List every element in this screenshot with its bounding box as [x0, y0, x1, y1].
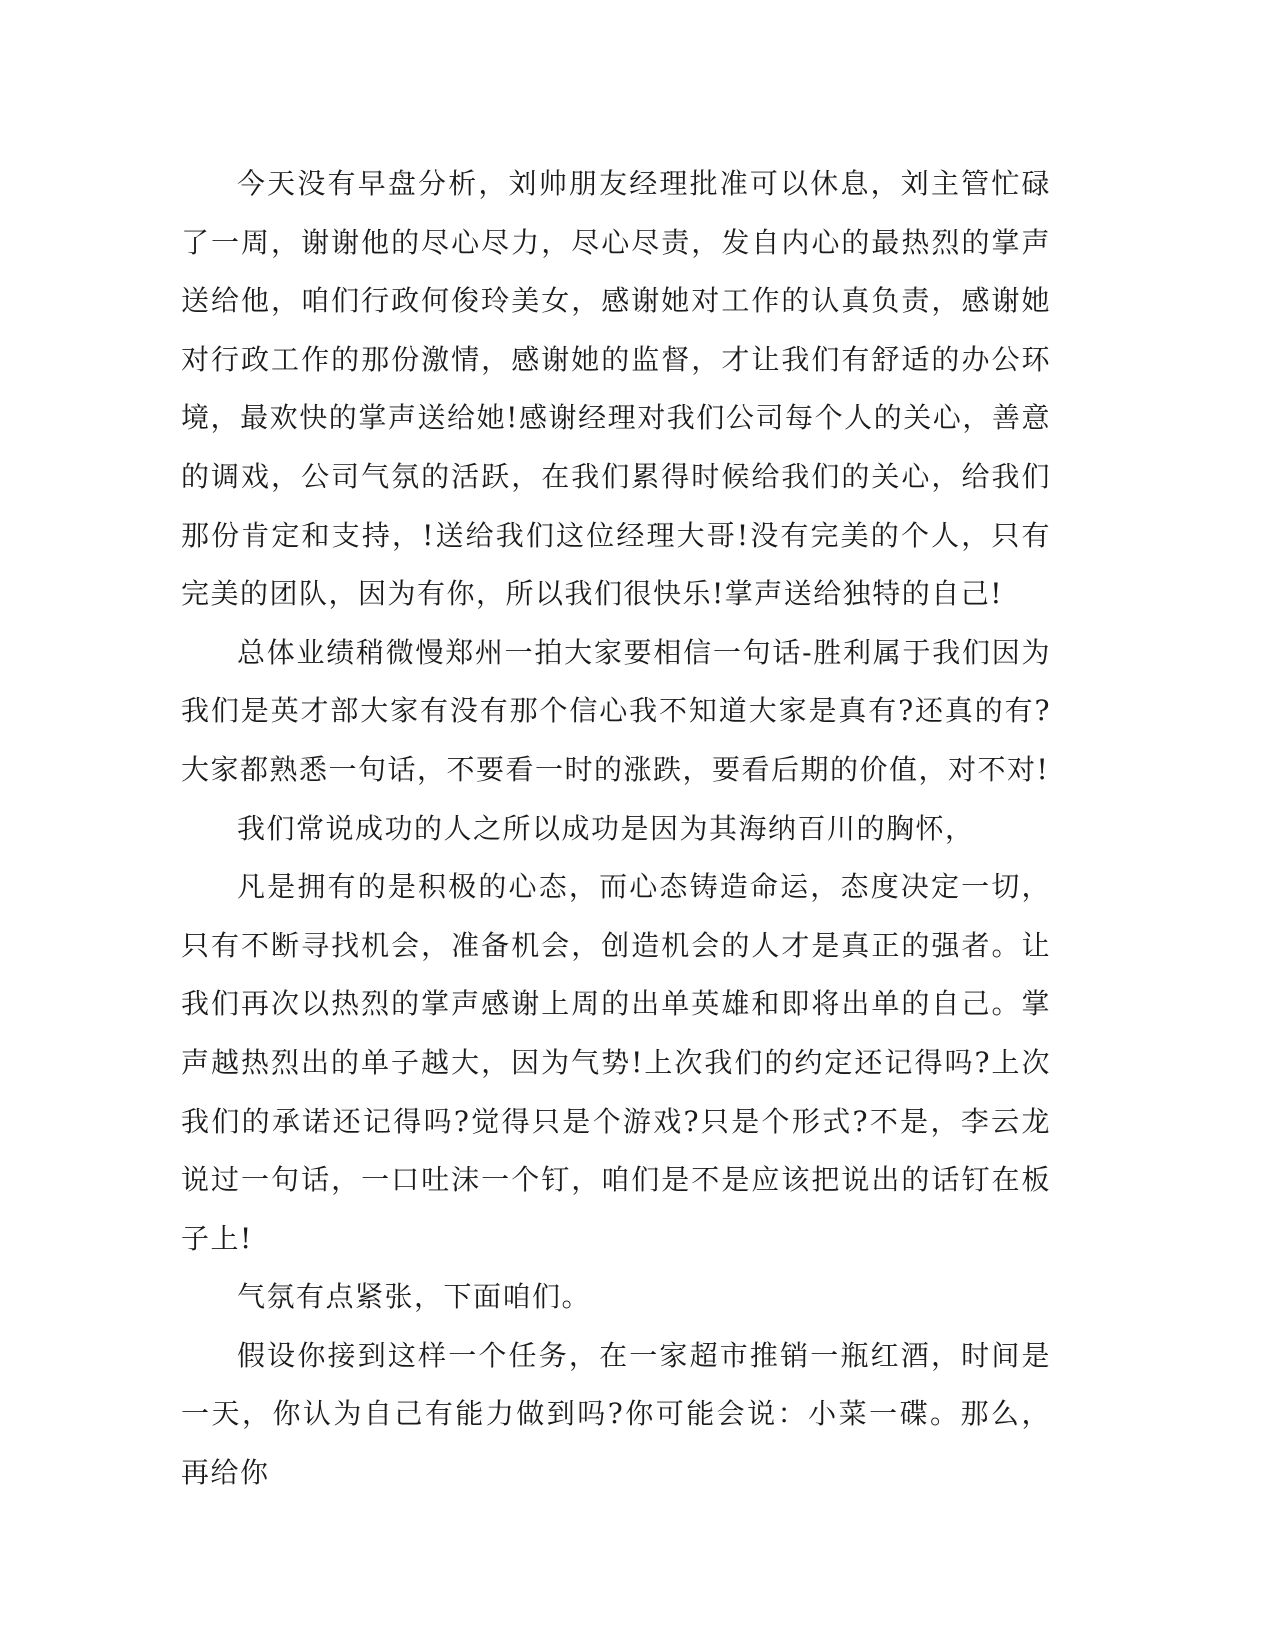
document-body [181, 155, 1051, 1503]
paragraph-1: 今天没有早盘分析，刘帅朋友经理批准可以休息，刘主管忙碌了一周，谢谢他的尽心尽力，尽心尽责，发自内心的最热烈的掌声送给他，咱们行政何俊玲美女，感谢她对工作的认真负责，感谢她对行政工作的那份激情，感谢她的监督，才让我们有舒适的办公环境，最欢快的掌声送给她!感谢经理对我们公司每个人的关心，善意的调戏，公司气氛的活跃，在我们累得时候给我们的关心，给我们那份肯定和支持，!送给我们这位经理大哥!没有完美的个人，只有完美的团队，因为有你，所以我们很快乐!掌声送给独特的自己! [181, 167, 1051, 611]
paragraph-3: 我们常说成功的人之所以成功是因为其海纳百川的胸怀， [237, 811, 975, 845]
paragraph-5: 气氛有点紧张，下面咱们。 [237, 1280, 592, 1314]
paragraph-4: 凡是拥有的是积极的心态，而心态铸造命运，态度决定一切，只有不断寻找机会，准备机会，创造机会的人才是真正的强者。让我们再次以热烈的掌声感谢上周的出单英雄和即将出单的自己。掌声越热烈出的单子越大，因为气势!上次我们的约定还记得吗?上次我们的承诺还记得吗?觉得只是个游戏?只是个形式?不是，李云龙说过一句话，一口吐沫一个钉，咱们是不是应该把说出的话钉在板子上! [181, 870, 1051, 1255]
paragraph-6: 假设你接到这样一个任务，在一家超市推销一瓶红酒，时间是一天，你认为自己有能力做到吗?你可能会说：小菜一碟。那么，再给你 [181, 1338, 1051, 1490]
paragraph-2: 总体业绩稍微慢郑州一拍大家要相信一句话-胜利属于我们因为我们是英才部大家有没有那个信心我不知道大家是真有?还真的有?大家都熟悉一句话，不要看一时的涨跌，要看后期的价值，对不对! [181, 635, 1051, 786]
